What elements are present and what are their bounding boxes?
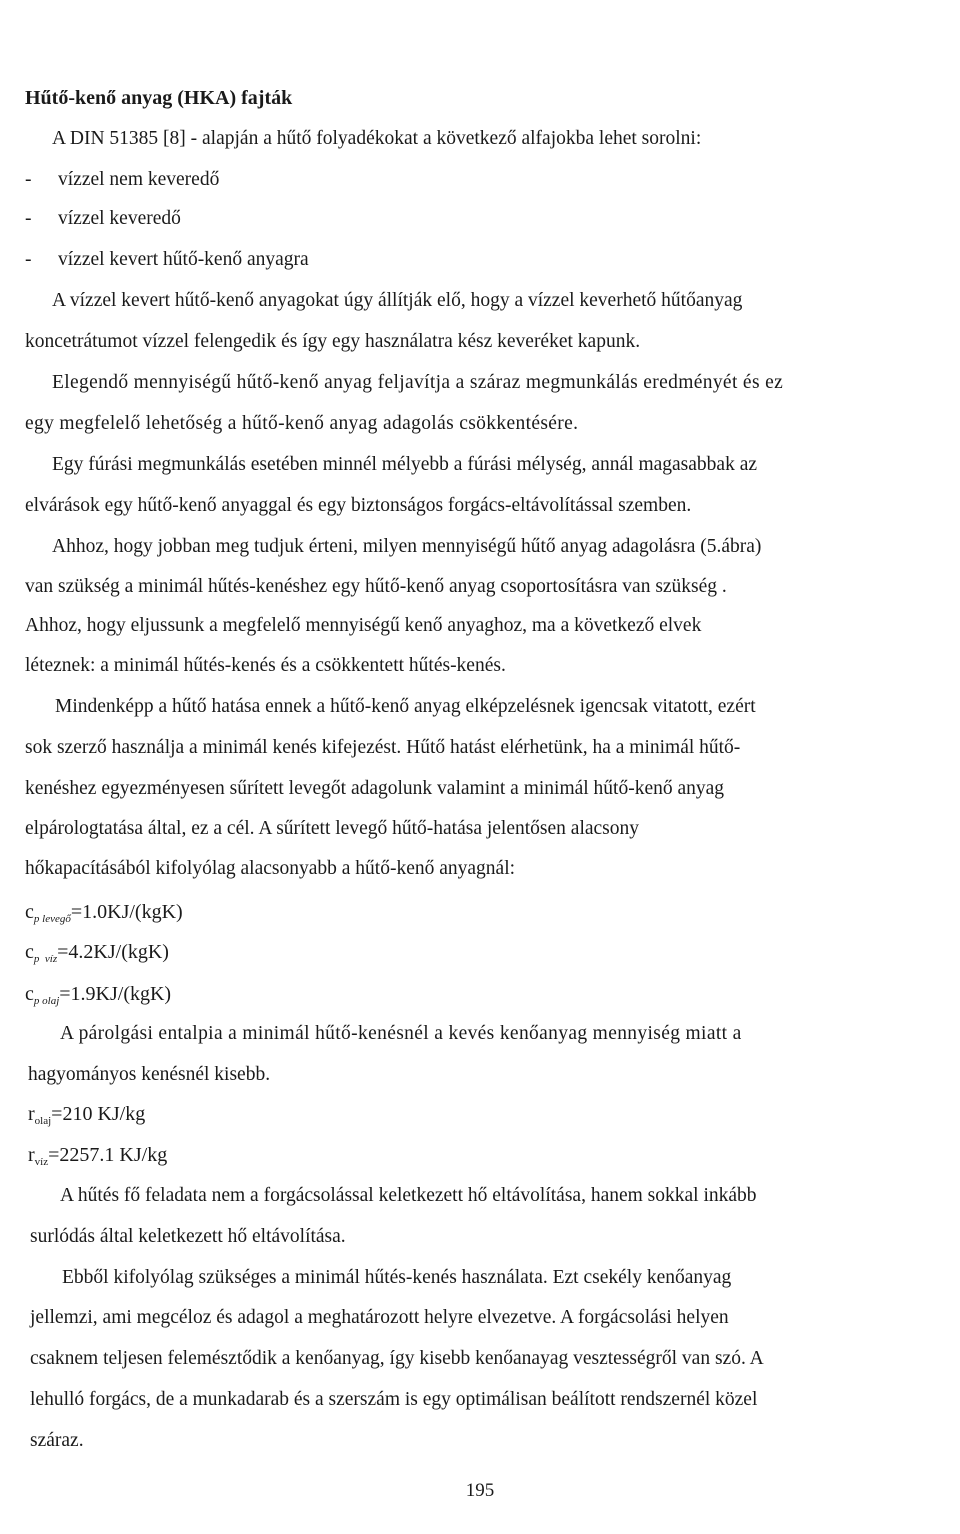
formula-value: =210 KJ/kg	[51, 1103, 146, 1125]
text-line: elvárások egy hűtő-kenő anyaggal és egy biztonságos forgács-eltávolítással szemben.	[25, 495, 692, 516]
text-line: van szükség a minimál hűtés-kenéshez egy hűtő-kenő anyag csoportosításra van szükség .	[25, 576, 727, 597]
formula-value: =2257.1 KJ/kg	[48, 1144, 168, 1166]
text-line: surlódás által keletkezett hő eltávolítása.	[30, 1226, 346, 1247]
formula-base: r	[28, 1144, 35, 1166]
formula-base: c	[25, 983, 34, 1005]
bullet-marker: -	[25, 249, 32, 270]
formula-value: =4.2KJ/(kgK)	[57, 941, 169, 963]
formula-base: r	[28, 1103, 35, 1125]
formula-r-viz	[28, 1143, 167, 1174]
text-line: A hűtés fő feladata nem a forgácsolással keletkezett hő eltávolítása, hanem sokkal inkább	[60, 1185, 757, 1206]
text-line: A párolgási entalpia a minimál hűtő-kenésnél a kevés kenőanyag mennyiség miatt a	[60, 1023, 742, 1044]
formula-base: c	[25, 941, 34, 963]
text-line: egy megfelelő lehetőség a hűtő-kenő anyag adagolás csökkentésére.	[25, 413, 579, 434]
list-item: vízzel kevert hűtő-kenő anyagra	[58, 249, 309, 270]
text-line: Ebből kifolyólag szükséges a minimál hűtés-kenés használata. Ezt csekély kenőanyag	[62, 1267, 732, 1288]
bullet-marker: -	[25, 169, 32, 190]
formula-subscript: p levegő	[33, 913, 71, 925]
formula-subscript: p víz	[33, 953, 58, 965]
formula-c-olaj	[25, 982, 171, 1013]
formula-subscript: víz	[34, 1156, 49, 1168]
text-line: sok szerző használja a minimál kenés kifejezést. Hűtő hatást elérhetünk, ha a minimál hűtő-	[25, 737, 741, 758]
text-line: koncetrátumot vízzel felengedik és így egy használatra kész keveréket kapunk.	[25, 331, 641, 352]
formula-value: =1.9KJ/(kgK)	[59, 983, 172, 1005]
text-line: lehulló forgács, de a munkadarab és a szerszám is egy optimálisan beálított rendszernél közel	[30, 1389, 758, 1410]
list-item: vízzel nem keveredő	[58, 169, 220, 190]
text-line: hagyományos kenésnél kisebb.	[28, 1064, 271, 1085]
text-line: Ahhoz, hogy eljussunk a megfelelő mennyiségű kenő anyaghoz, ma a következő elvek	[25, 615, 702, 636]
formula-base: c	[25, 901, 34, 923]
text-line: hőkapacításából kifolyólag alacsonyabb a hűtő-kenő anyagnál:	[25, 858, 516, 879]
text-line: Elegendő mennyiségű hűtő-kenő anyag feljavítja a száraz megmunkálás eredményét és ez	[52, 372, 784, 393]
page-number: 195	[465, 1480, 495, 1501]
text-line: jellemzi, ami megcéloz és adagol a meghatározott helyre elvezetve. A forgácsolási helyen	[30, 1307, 729, 1328]
formula-subscript: p olaj	[33, 995, 60, 1007]
bullet-marker: -	[25, 208, 32, 229]
text-line: léteznek: a minimál hűtés-kenés és a csökkentett hűtés-kenés.	[25, 655, 506, 676]
list-item: vízzel keveredő	[58, 208, 181, 229]
text-line: Mindenképp a hűtő hatása ennek a hűtő-kenő anyag elképzelésnek igencsak vitatott, ezért	[55, 696, 756, 717]
text-line: Ahhoz, hogy jobban meg tudjuk érteni, milyen mennyiségű hűtő anyag adagolásra (5.ábra)	[52, 536, 762, 557]
formula-c-viz	[25, 940, 169, 971]
text-line: csaknem teljesen felemésztődik a kenőanyag, így kisebb kenőanayag vesztességről van szó. A	[30, 1348, 764, 1369]
section-heading: Hűtő-kenő anyag (HKA) fajták	[25, 87, 293, 109]
formula-c-levego	[25, 900, 183, 931]
formula-value: =1.0KJ/(kgK)	[70, 901, 183, 923]
formula-r-olaj	[28, 1102, 145, 1133]
text-line: A vízzel kevert hűtő-kenő anyagokat úgy állítják elő, hogy a vízzel keverhető hűtőanyag	[52, 290, 743, 311]
text-line: elpárologtatása által, ez a cél. A sűrített levegő hűtő-hatása jelentősen alacsony	[25, 818, 640, 839]
intro-paragraph: A DIN 51385 [8] - alapján a hűtő folyadékokat a következő alfajokba lehet sorolni:	[52, 128, 702, 149]
text-line: Egy fúrási megmunkálás esetében minnél mélyebb a fúrási mélység, annál magasabbak az	[52, 454, 757, 475]
text-line: kenéshez egyezményesen sűrített levegőt adagolunk valamint a minimál hűtő-kenő anyag	[25, 778, 725, 799]
text-line: száraz.	[30, 1430, 84, 1451]
formula-subscript: olaj	[34, 1115, 52, 1127]
